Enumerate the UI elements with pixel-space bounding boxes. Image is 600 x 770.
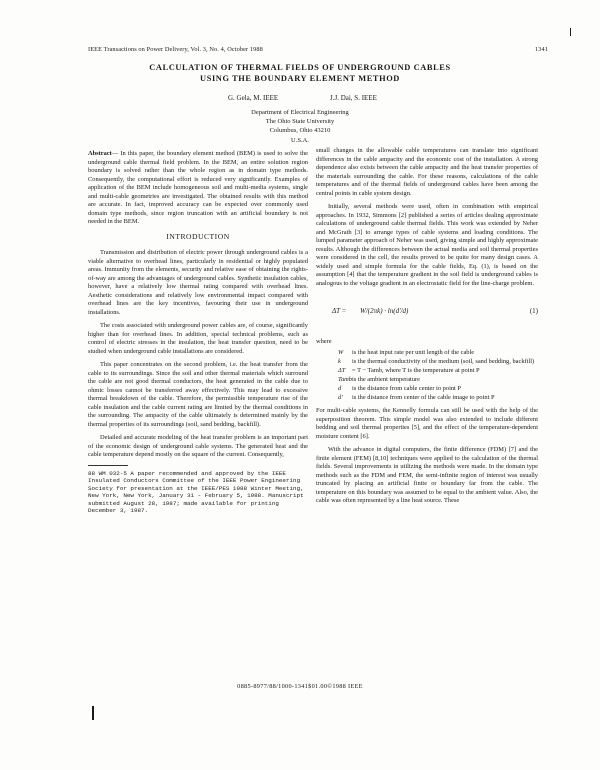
intro-paragraph-1: Transmission and distribution of electric power through underground cables is a viable alternative to overhead lines, particularly in residential or highly populated areas. Immunity from the elements, security and relative ease of obtaining the rights-of-way are among the advantages of underground cables. Synthetic insulation cables, however, have a relatively low thermal rating compared with overhead lines. Aesthetic considerations and relatively low environmental impact compared with overhead lines are the key incentives, favouring their use in underground installations.: [88, 249, 308, 316]
intro-paragraph-3: This paper concentrates on the second problem, i.e. the heat transfer from the cable to its surroundings. Since the soil and other thermal materials which surround the cable are not good thermal conductors, the heat generated in the cable due to ohmic losses cannot be transferred away effectively. This may lead to excessive thermal breakdown of the cable. Therefore, the permissible temperature rise of the cable insulation and the cable current rating are limited by the thermal conditions in the surrounding. The ampacity of the cable ultimately is determined mainly by the thermal properties of its surroundings (soil, sand bedding, backfill).: [88, 361, 308, 428]
right-column: [316, 147, 538, 511]
footnote: 88 WM 032-5 A paper recommended and approved by the IEEE Insulated Conductors Committee of the IEEE Power Engineering Society for presentation at the IEEE/PES 1988 Winter Meeting, New York, New York, January 31 - February 5, 1988. Manuscript submitted August 28, 1987; made available for printing December 3, 1987.: [88, 469, 304, 515]
abstract: [88, 150, 308, 227]
intro-paragraph-4: Detailed and accurate modeling of the heat transfer problem is an important part of the economic design of underground cable systems. The generated heat and the cable temperature depend mostly on the square of the current. Consequently,: [88, 434, 308, 458]
definition-item: [338, 394, 538, 403]
abstract-label: Abstract: [88, 150, 112, 157]
margin-mark: [92, 706, 94, 720]
definition-text: is the ambient temperature: [352, 375, 420, 383]
definition-text: is the distance from center of the cable image to point P: [352, 393, 495, 401]
right-paragraph-4: With the advance in digital computers, the finite difference (FDM) [7] and the finite element (FEM) [8,10] techniques were applied to the calculation of the thermal fields. Several improvements in utilizing the methods were made. In the domain type methods such as the FDM and FEM, the semi-infinite region of interest was usually truncated by placing an artificial finite or boundary far from the cable. The temperature on this boundary was assumed to be equal to the ambient value. Also, the cable was often represented by a line heat source. These: [316, 446, 538, 504]
left-column: [88, 150, 308, 515]
affiliation: [0, 108, 600, 145]
author-second: J.J. Dai, S. IEEE: [330, 94, 377, 102]
title-line-2: USING THE BOUNDARY ELEMENT METHOD: [200, 74, 400, 83]
definition-symbol: Tamb: [338, 375, 352, 383]
paper-title: [0, 62, 600, 84]
author-first: G. Gela, M. IEEE: [228, 94, 279, 102]
definition-symbol: k: [338, 357, 341, 365]
definition-symbol: ΔT: [338, 366, 346, 374]
definition-item: [338, 385, 538, 394]
definition-text: is the thermal conductivity of the medium (soil, sand bedding, backfill): [352, 357, 535, 365]
equation-1: [316, 298, 538, 324]
equation-lhs: ΔT =: [332, 306, 347, 315]
page-number: 1341: [535, 46, 548, 53]
affiliation-city: Columbus, Ohio 43210: [269, 127, 331, 135]
definition-item: [338, 367, 538, 376]
where-label: where: [316, 338, 332, 345]
right-paragraph-1: small changes in the allowable cable temperatures can translate into significant differences in the cable ampacity and the economic cost of the installation. A strong dependence also exists between the cable ampacity and the heat transfer properties of the materials surrounding the cable. For these reasons, calculations of the cable temperatures and of the thermal fields of underground cables have been among the central points in cable system design.: [316, 147, 538, 197]
footnote-rule: [88, 465, 128, 466]
right-paragraph-3: For multi-cable systems, the Kennelly formula can still be used with the help of the superposition theorem. This simple model was also extended to include different bedding and soil thermal properties [5], and the effect of the temperature-dependent moisture content [6].: [316, 407, 538, 440]
definition-symbol: d′: [338, 393, 343, 401]
equation-rhs: W/(2πk) · ln(d′/d): [360, 306, 409, 315]
definition-symbol: d: [338, 384, 342, 392]
abstract-text: — In this paper, the boundary element method (BEM) is used to solve the underground cable thermal field problem. In the BEM, an entire solution region boundary is solved rather than the whole region as in domain type methods. Consequently, the computational effort is reduced very significantly. Examples of application of the BEM include homogeneous soil and multi-media systems, single and multi-cable geometries are investigated. The obtained results with this method are accurate. In fact, improved accuracy can be expected over commonly used domain type methods, since region truncation with an artificial boundary is not needed in the BEM.: [88, 150, 308, 225]
affiliation-department: Department of Electrical Engineering: [251, 109, 349, 116]
running-header: IEEE Transactions on Power Delivery, Vol. 3, No. 4, October 1988: [88, 46, 263, 53]
definition-list: [338, 349, 538, 403]
definition-item: [338, 376, 538, 385]
affiliation-country: U.S.A.: [291, 136, 309, 144]
right-paragraph-2: Initially, several methods were used, often in combination with empirical approaches. In 1932, Simmons [2] published a series of articles dealing approximate calculations of underground cable thermal fields. This work was extended by Neher and McGrath [3] to arrange types of cable systems and loading conditions. The lumped parameter approach of Neher was used, giving simple and highly approximate results. Although the differences between the actual media and soil thermal properties were considered in the cell, the results proved to be quite for many design cases. A widely used and simple formula for the cable fields, Eq. (1), is based on the assumption [4] that the temperature gradient in the soil field is underground cables is analogous to the voltage gradient in an electrostatic field for the line-charge problem.: [316, 203, 538, 287]
affiliation-university: The Ohio State University: [265, 118, 335, 126]
scan-edge-mark: [570, 28, 571, 36]
title-line-1: CALCULATION OF THERMAL FIELDS OF UNDERGROUND CABLES: [149, 63, 451, 72]
definition-text: = T − Tamb, where T is the temperature at point P: [352, 366, 480, 374]
definition-text: is the heat input rate per unit length of the cable: [352, 348, 475, 356]
definition-item: [338, 349, 538, 358]
definition-symbol: W: [338, 348, 344, 356]
intro-paragraph-2: The costs associated with underground power cables are, of course, significantly higher than for overhead lines. In addition, special technical problems, such as control of electric stresses in the insulation, the heat transfer question, need to be studied when underground cable installations are considered.: [88, 322, 308, 355]
author-list: [0, 94, 600, 106]
copyright-code: 0885-8977/88/1000-1341$01.00©1988 IEEE: [237, 683, 363, 690]
definition-text: is the distance from cable center to point P: [352, 384, 461, 392]
definition-item: [338, 358, 538, 367]
equation-number: (1): [529, 306, 538, 315]
section-heading-introduction: INTRODUCTION: [166, 231, 230, 241]
